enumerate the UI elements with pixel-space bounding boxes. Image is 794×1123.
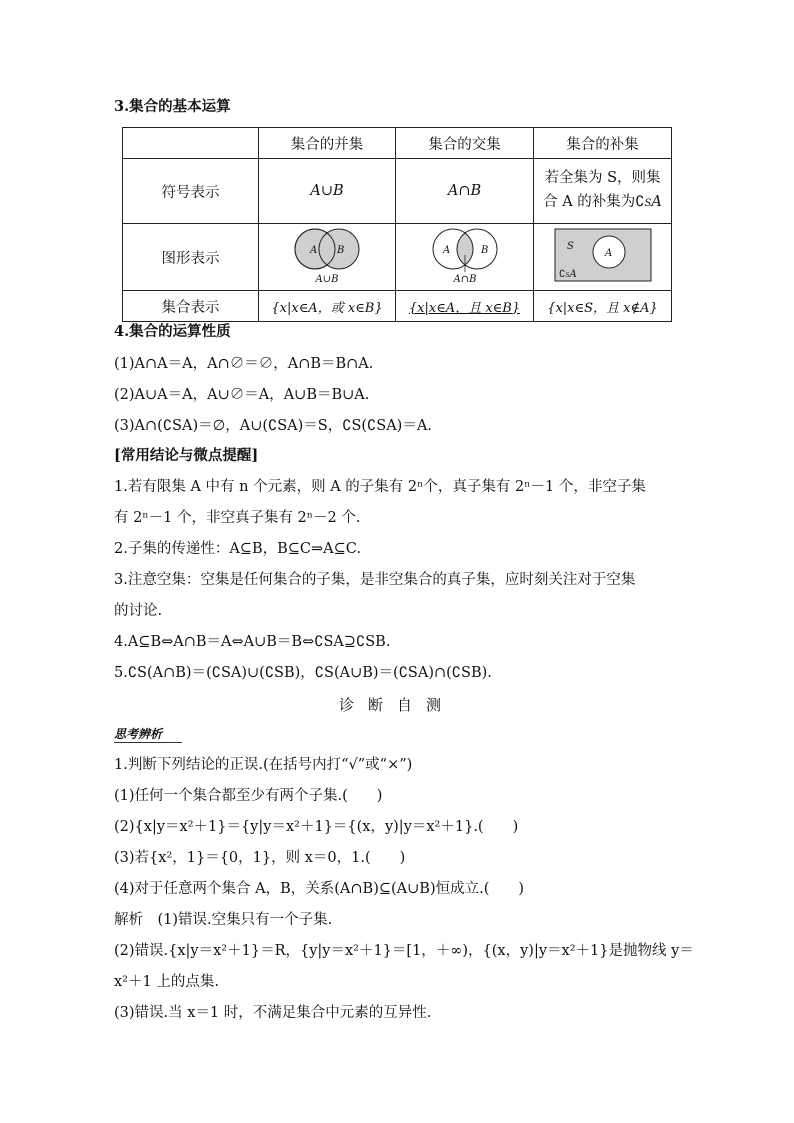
conclusion-4: 4.A⊆B⇔A∩B＝A⇔A∪B＝B⇔∁SA⊇∁SB. — [114, 634, 391, 650]
set-operations-table — [122, 127, 672, 322]
table-header-intersection: 集合的交集 — [396, 128, 534, 159]
property-3: (3)A∩(∁SA)＝∅，A∪(∁SA)＝S，∁S(∁SA)＝A. — [114, 418, 432, 434]
conclusion-3a: 3.注意空集：空集是任何集合的子集，是非空集合的真子集，应时刻关注对于空集 — [114, 572, 636, 588]
complement-symbol-line2: 合 A 的补集为∁SA — [543, 194, 662, 210]
answer-3: (3)错误.当 x＝1 时，不满足集合中元素的互异性. — [114, 1005, 432, 1021]
union-symbol: A∪B — [259, 159, 396, 224]
answer-1: 解析 (1)错误.空集只有一个子集. — [114, 912, 333, 928]
union-caption: A∪B — [315, 274, 339, 285]
diagnosis-header: 诊断自测 — [338, 696, 455, 714]
union-label-b: B — [337, 245, 345, 256]
conclusion-1b: 有 2ⁿ－1 个，非空真子集有 2ⁿ－2 个. — [114, 510, 361, 526]
complement-venn-diagram — [543, 225, 663, 285]
question-1-title: 1.判断下列结论的正误.(在括号内打“√”或“×”) — [114, 757, 413, 773]
table-header-complement: 集合的补集 — [534, 128, 672, 159]
intersection-venn-diagram — [415, 225, 515, 285]
complement-label-s: S — [566, 241, 574, 252]
thinking-tag: 思考辨析 — [114, 727, 163, 741]
question-1-3: (3)若{x²，1}＝{0，1}，则 x＝0，1.( ) — [114, 850, 406, 866]
union-venn-cell — [259, 224, 396, 291]
intersection-label-a: A — [442, 245, 450, 256]
conclusion-3b: 的讨论. — [114, 603, 163, 619]
table-header-union: 集合的并集 — [259, 128, 396, 159]
answer-2b: x²＋1 上的点集. — [114, 974, 219, 990]
answer-2a: (2)错误.{x|y＝x²＋1}＝R，{y|y＝x²＋1}＝[1，＋∞)，{(x，y)|y＝x²＋1}是抛物线 y＝ — [114, 943, 694, 959]
union-venn-diagram — [277, 225, 377, 285]
row-label-set: 集合表示 — [123, 291, 259, 322]
complement-symbol — [534, 159, 672, 224]
section4-title: 4.集合的运算性质 — [114, 323, 231, 340]
intersection-symbol: A∩B — [396, 159, 534, 224]
complement-symbol-line1: 若全集为 S，则集 — [544, 170, 661, 186]
section3-title: 3.集合的基本运算 — [114, 98, 231, 115]
intersection-label-b: B — [480, 245, 488, 256]
complement-caption: ∁SA — [558, 269, 577, 280]
property-2: (2)A∪A＝A，A∪∅＝A，A∪B＝B∪A. — [114, 387, 370, 403]
property-1: (1)A∩A＝A，A∩∅＝∅，A∩B＝B∩A. — [114, 356, 374, 372]
conclusion-2: 2.子集的传递性：A⊆B，B⊆C⇒A⊆C. — [114, 541, 361, 557]
table-header-empty — [123, 128, 259, 159]
intersection-caption: A∩B — [453, 274, 476, 285]
thinking-tag-underline — [114, 742, 182, 743]
question-1-1: (1)任何一个集合都至少有两个子集.( ) — [114, 788, 383, 804]
conclusion-5: 5.∁S(A∩B)＝(∁SA)∪(∁SB)，∁S(A∪B)＝(∁SA)∩(∁SB). — [114, 665, 492, 681]
question-1-2: (2){x|y＝x²＋1}＝{y|y＝x²＋1}＝{(x，y)|y＝x²＋1}.( ) — [114, 819, 519, 835]
complement-label-a: A — [604, 248, 612, 259]
complement-set-builder: {x|x∈S，且 x∉A} — [534, 291, 672, 322]
intersection-venn-cell — [396, 224, 534, 291]
conclusion-1a: 1.若有限集 A 中有 n 个元素，则 A 的子集有 2ⁿ个，真子集有 2ⁿ－1 个，非空子集 — [114, 479, 646, 495]
row-label-symbol: 符号表示 — [123, 159, 259, 224]
union-label-a: A — [310, 245, 318, 256]
complement-venn-cell — [534, 224, 672, 291]
common-conclusions-title: [常用结论与微点提醒] — [114, 447, 259, 464]
question-1-4: (4)对于任意两个集合 A，B，关系(A∩B)⊆(A∪B)恒成立.( ) — [114, 881, 525, 897]
union-set-builder: {x|x∈A，或 x∈B} — [259, 291, 396, 322]
row-label-figure: 图形表示 — [123, 224, 259, 291]
intersection-set-builder: {x|x∈A，且 x∈B} — [396, 291, 534, 322]
